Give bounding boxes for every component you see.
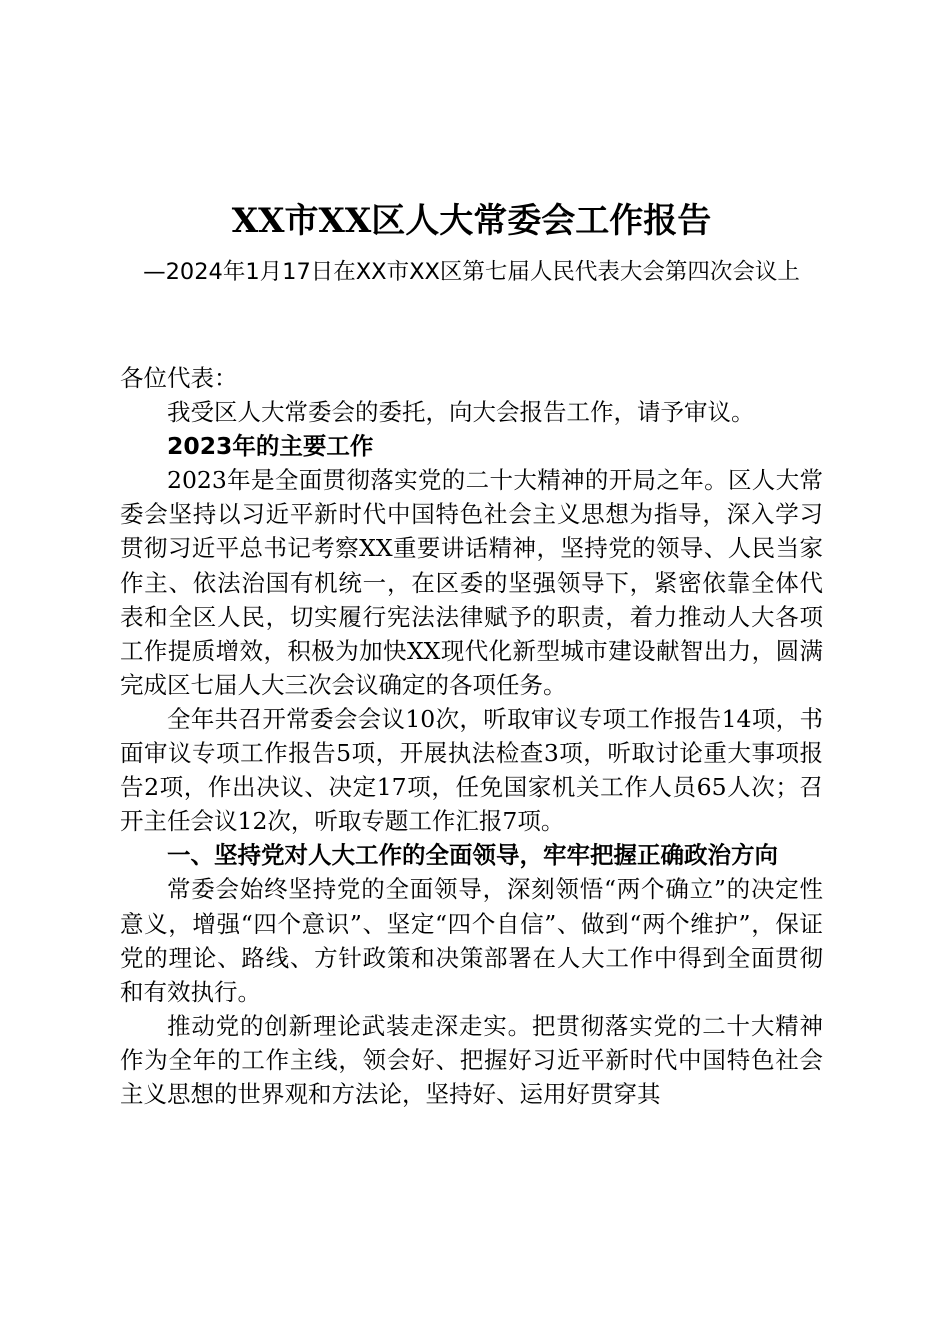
salutation: 各位代表： <box>120 364 238 392</box>
paragraph: 我受区人大常委会的委托，向大会报告工作，请予审议。 <box>167 398 755 427</box>
paragraph: 全年共召开常委会会议10次，听取审议专项工作报告14项，书面审议专项工作报告5项，开展执法检查3项，听取讨论重大事项报告2项，作出决议、决定17项，任免国家机关工作人员65人次；召开主任会议12次，听取专题工作汇报7项。 <box>120 704 823 836</box>
paragraph: 推动党的创新理论武装走深走实。把贯彻落实党的二十大精神作为全年的工作主线，领会好、把握好习近平新时代中国特色社会主义思想的世界观和方法论，坚持好、运用好贯穿其 <box>120 1011 823 1108</box>
document-subtitle: —2024年1月17日在XX市XX区第七届人民代表大会第四次会议上 <box>143 259 800 285</box>
paragraph: 常委会始终坚持党的全面领导，深刻领悟“两个确立”的决定性意义，增强“四个意识”、坚定“四个自信”、做到“两个维护”，保证党的理论、路线、方针政策和决策部署在人大工作中得到全面贯彻和有效执行。 <box>120 875 823 1006</box>
section-heading: 2023年的主要工作 <box>167 432 374 461</box>
paragraph: 2023年是全面贯彻落实党的二十大精神的开局之年。区人大常委会坚持以习近平新时代中国特色社会主义思想为指导，深入学习贯彻习近平总书记考察XX重要讲话精神，坚持党的领导、人民当家作主、依法治国有机统一，在区委的坚强领导下，紧密依靠全体代表和全区人民，切实履行宪法法律赋予的职责，着力推动人大各项工作提质增效，积极为加快XX现代化新型城市建设献智出力，圆满完成区七届人大三次会议确定的各项任务。 <box>120 466 823 699</box>
document-body <box>120 361 823 1111</box>
section-heading: 一、坚持党对人大工作的全面领导，牢牢把握正确政治方向 <box>167 841 778 870</box>
document-title: XX市XX区人大常委会工作报告 <box>231 201 712 241</box>
